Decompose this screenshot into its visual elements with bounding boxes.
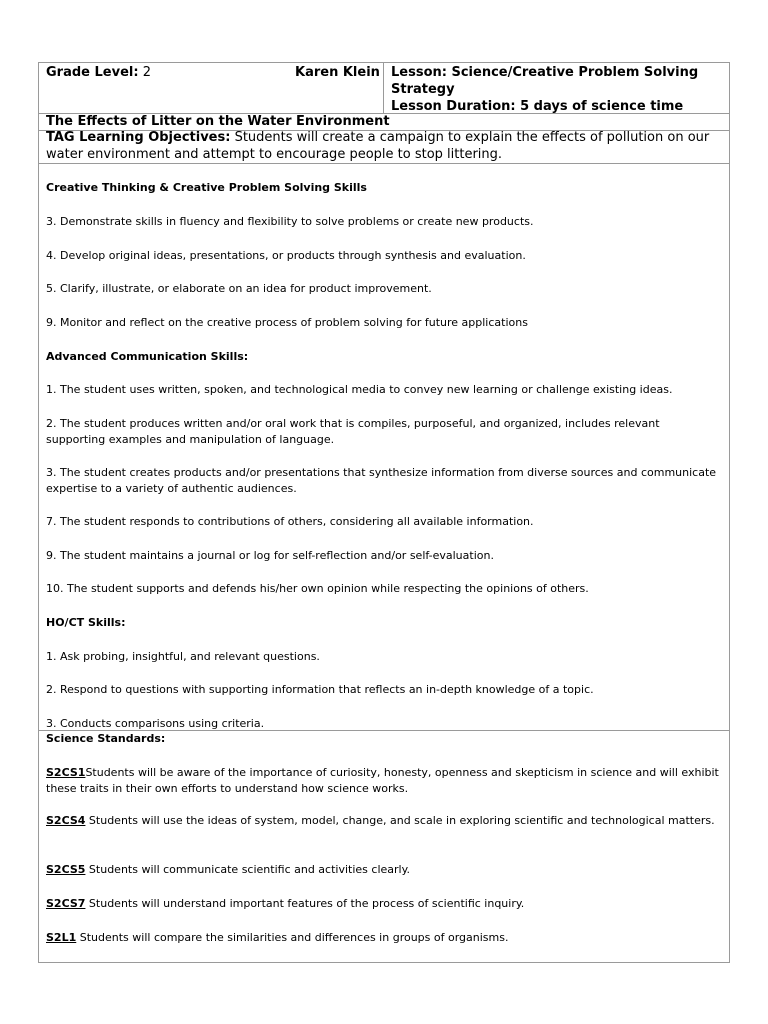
science-standard bbox=[46, 896, 721, 912]
communication-skill-item: 1. The student uses written, spoken, and technological media to convey new learning or challenge existing ideas. bbox=[46, 383, 673, 396]
lesson-plan-table bbox=[38, 62, 730, 963]
creative-skill-item: 3. Demonstrate skills in fluency and flexibility to solve problems or create new products. bbox=[46, 215, 534, 228]
creative-skill-item: 9. Monitor and reflect on the creative process of problem solving for future applications bbox=[46, 316, 528, 329]
objectives-text: Students will create a campaign to explain the effects of pollution on our water environment and attempt to encourage people to stop littering. bbox=[46, 130, 710, 162]
science-standard bbox=[46, 765, 721, 796]
creative-skill-item: 4. Develop original ideas, presentations, or products through synthesis and evaluation. bbox=[46, 249, 526, 262]
hoct-skills-heading: HO/CT Skills: bbox=[46, 616, 126, 629]
creative-skill-item: 5. Clarify, illustrate, or elaborate on an idea for product improvement. bbox=[46, 282, 432, 295]
standard-code: S2CS1 bbox=[46, 766, 86, 779]
creative-skills-heading: Creative Thinking & Creative Problem Solving Skills bbox=[46, 181, 367, 194]
science-standard bbox=[46, 862, 721, 878]
hoct-skill-item: 1. Ask probing, insightful, and relevant questions. bbox=[46, 650, 320, 663]
standard-text: Students will be aware of the importance of curiosity, honesty, openness and skepticism in science and will exhibit these traits in their own efforts to understand how science works. bbox=[46, 766, 719, 795]
tag-objectives bbox=[46, 129, 716, 163]
grade-level bbox=[46, 64, 286, 81]
communication-skill-item: 9. The student maintains a journal or log for self-reflection and/or self-evaluation. bbox=[46, 549, 494, 562]
science-standard bbox=[46, 813, 721, 829]
standard-text: Students will communicate scientific and activities clearly. bbox=[85, 863, 411, 876]
row-divider bbox=[39, 163, 729, 164]
hoct-skill-item: 2. Respond to questions with supporting information that reflects an in-depth knowledge of a topic. bbox=[46, 683, 594, 696]
science-standards-heading: Science Standards: bbox=[46, 732, 166, 745]
science-standard bbox=[46, 930, 721, 946]
communication-skill-item: 2. The student produces written and/or oral work that is compiles, purposeful, and organized, includes relevant supporting examples and manipulation of language. bbox=[46, 417, 660, 446]
standard-code: S2L1 bbox=[46, 931, 77, 944]
standard-text: Students will compare the similarities and differences in groups of organisms. bbox=[76, 931, 509, 944]
lesson-duration: Lesson Duration: 5 days of science time bbox=[391, 99, 684, 114]
standard-code: S2CS5 bbox=[46, 863, 86, 876]
standard-code: S2CS4 bbox=[46, 814, 86, 827]
standard-text: Students will use the ideas of system, model, change, and scale in exploring scientific and technological matters. bbox=[85, 814, 715, 827]
hoct-skill-item: 3. Conducts comparisons using criteria. bbox=[46, 717, 265, 730]
communication-skill-item: 3. The student creates products and/or presentations that synthesize information from diverse sources and communicate expertise to a variety of authentic audiences. bbox=[46, 466, 717, 495]
lesson-title: Lesson: Science/Creative Problem Solving Strategy bbox=[391, 65, 699, 97]
grade-level-value: 2 bbox=[142, 65, 151, 80]
column-divider bbox=[383, 63, 384, 113]
objectives-label: TAG Learning Objectives: bbox=[46, 130, 231, 145]
communication-skills-heading: Advanced Communication Skills: bbox=[46, 350, 249, 363]
communication-skill-item: 7. The student responds to contributions of others, considering all available information. bbox=[46, 515, 534, 528]
unit-title: The Effects of Litter on the Water Environment bbox=[46, 114, 390, 129]
communication-skill-item: 10. The student supports and defends his/her own opinion while respecting the opinions of others. bbox=[46, 582, 589, 595]
teacher-name: Karen Klein bbox=[295, 65, 380, 80]
grade-level-label: Grade Level: bbox=[46, 65, 139, 80]
standard-code: S2CS7 bbox=[46, 897, 86, 910]
standard-text: Students will understand important features of the process of scientific inquiry. bbox=[85, 897, 525, 910]
